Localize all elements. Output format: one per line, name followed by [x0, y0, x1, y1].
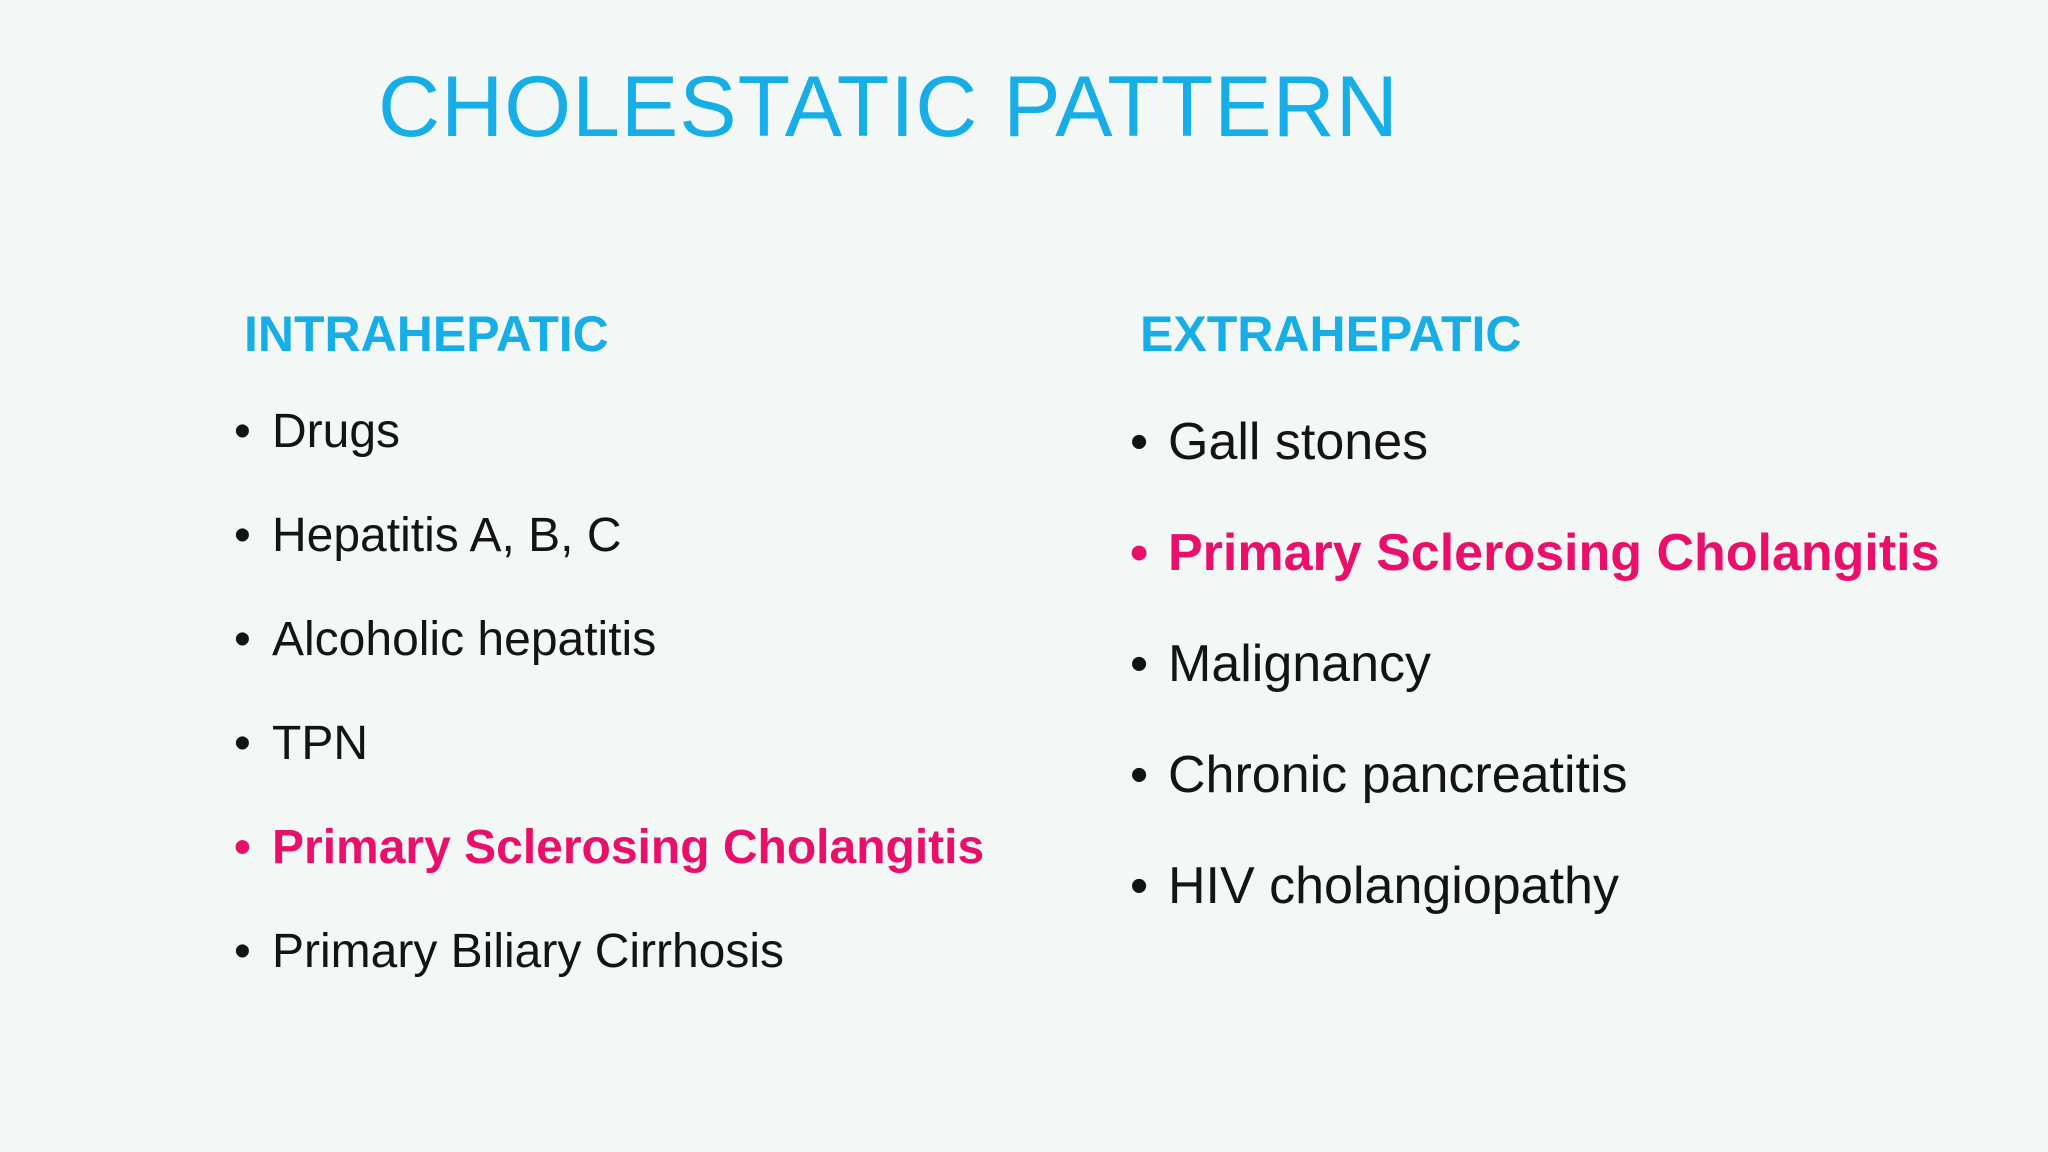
list-item [1130, 744, 2010, 806]
list-item-label: Malignancy [1168, 635, 1432, 693]
bullet-icon: • [234, 405, 251, 458]
list-item-label: Primary Sclerosing Cholangitis [272, 821, 985, 874]
bullet-icon: • [1130, 857, 1149, 915]
list-item [1130, 855, 2010, 917]
list-item-label: TPN [272, 717, 368, 770]
list-item [234, 403, 1014, 461]
list-item [1130, 522, 2010, 584]
intrahepatic-heading: INTRAHEPATIC [244, 306, 609, 362]
intrahepatic-column [234, 305, 1014, 1027]
bullet-icon: • [234, 925, 251, 978]
list-item-label: Drugs [272, 405, 401, 458]
list-item-label: Primary Biliary Cirrhosis [272, 925, 785, 978]
list-item [234, 819, 1014, 877]
list-item [234, 611, 1014, 669]
list-item-label: Alcoholic hepatitis [272, 613, 657, 666]
list-item [1130, 633, 2010, 695]
list-item-label: HIV cholangiopathy [1168, 857, 1619, 915]
bullet-icon: • [234, 509, 251, 562]
list-item [1130, 411, 2010, 473]
slide-title: CHOLESTATIC PATTERN [378, 59, 1399, 155]
list-item [234, 715, 1014, 773]
bullet-icon: • [234, 613, 251, 666]
bullet-icon: • [1130, 746, 1149, 804]
list-item-label: Hepatitis A, B, C [272, 509, 622, 562]
list-item [234, 507, 1014, 565]
extrahepatic-column [1130, 305, 2010, 966]
bullet-icon: • [234, 717, 251, 770]
bullet-icon: • [1130, 413, 1149, 471]
bullet-icon: • [234, 821, 251, 874]
list-item [234, 923, 1014, 981]
bullet-icon: • [1130, 524, 1149, 582]
list-item-label: Chronic pancreatitis [1168, 746, 1628, 804]
extrahepatic-heading: EXTRAHEPATIC [1140, 306, 1522, 362]
bullet-icon: • [1130, 635, 1149, 693]
extrahepatic-list [1130, 411, 2010, 917]
intrahepatic-list [234, 403, 1014, 981]
list-item-label: Primary Sclerosing Cholangitis [1168, 524, 1940, 582]
list-item-label: Gall stones [1168, 413, 1429, 471]
